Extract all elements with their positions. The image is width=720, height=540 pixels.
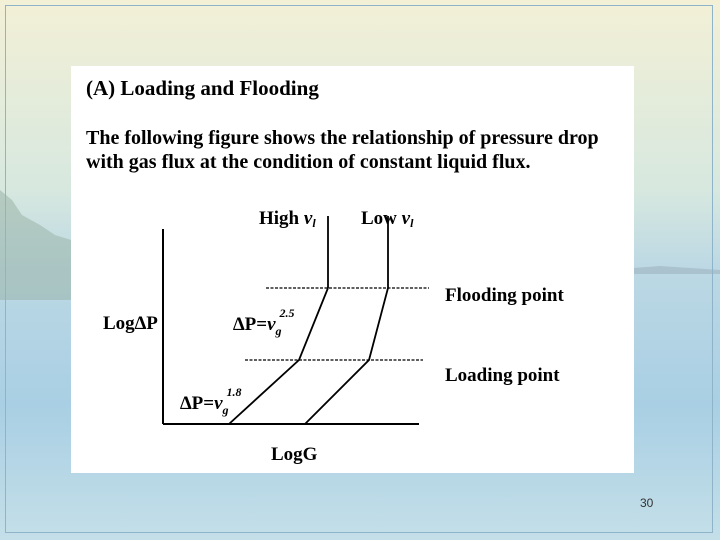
high-liquid-label: High vl — [259, 208, 316, 230]
low-liquid-curve — [305, 288, 388, 424]
high-liquid-curve — [229, 288, 328, 424]
content-panel — [71, 66, 634, 473]
loading-flooding-diagram — [71, 66, 634, 473]
slide-description: The following figure shows the relationship of pressure drop with gas flux at the condition of constant liquid flux. — [86, 127, 599, 173]
low-liquid-label: Low vl — [361, 208, 414, 230]
x-axis-label: LogG — [271, 444, 318, 465]
flooding-point-label: Flooding point — [445, 285, 564, 306]
y-axis-label: Log∆P — [103, 313, 158, 334]
loading-point-label: Loading point — [445, 365, 560, 386]
upper-equation: $\Delta P=v_g2.5$ — [233, 306, 295, 338]
slide-heading: (A) Loading and Flooding — [86, 76, 319, 100]
lower-equation: $\Delta P=v_g1.8$ — [180, 385, 242, 417]
slide-number: 30 — [640, 496, 654, 510]
